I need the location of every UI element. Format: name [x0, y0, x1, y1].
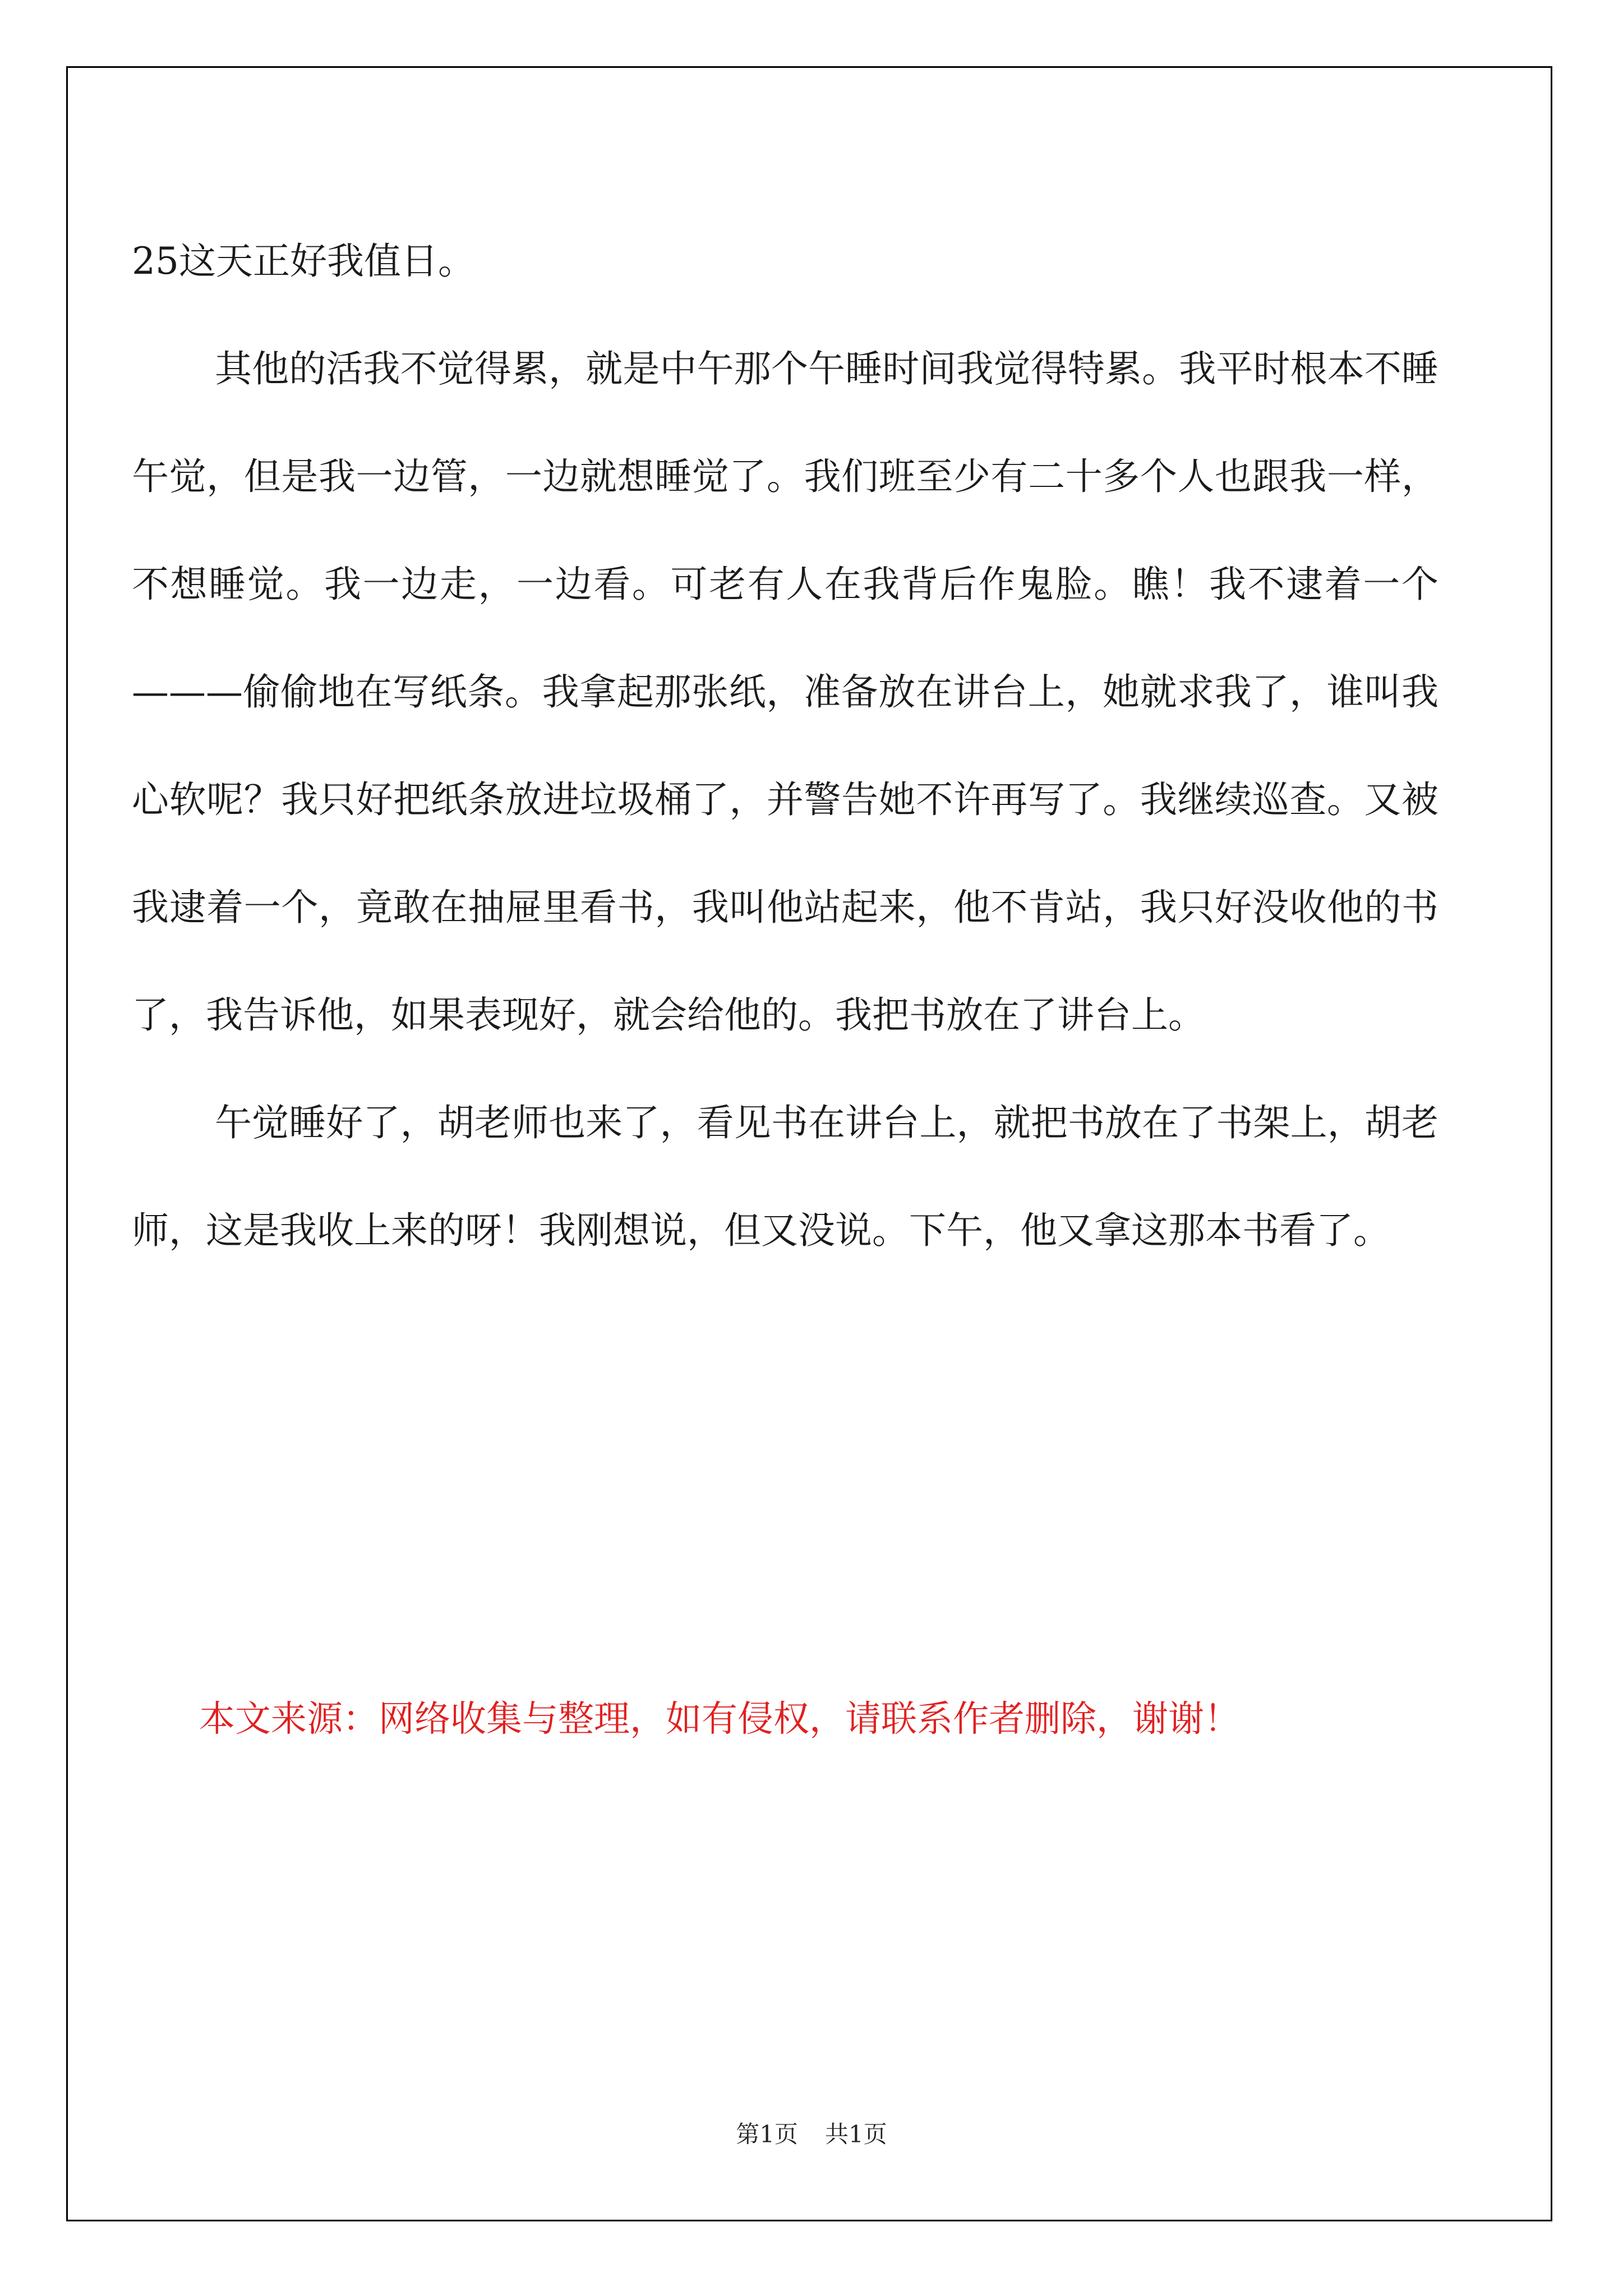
document-body: [132, 208, 1438, 1285]
paragraph-1: 25这天正好我值日。: [132, 240, 475, 283]
page-number-total: 共1页: [825, 2120, 887, 2148]
paragraph-2: 其他的活我不觉得累，就是中午那个午睡时间我觉得特累。我平时根本不睡午觉，但是我一边管，一边就想睡觉了。我们班至少有二十多个人也跟我一样，不想睡觉。我一边走，一边看。可老有人在我背后作鬼脸。瞧！我不逮着一个———偷偷地在写纸条。我拿起那张纸，准备放在讲台上，她就求我了，谁叫我心软呢？我只好把纸条放进垃圾桶了，并警告她不许再写了。我继续巡查。又被我逮着一个，竟敢在抽屉里看书，我叫他站起来，他不肯站，我只好没收他的书了，我告诉他，如果表现好，就会给他的。我把书放在了讲台上。: [132, 347, 1438, 1037]
page-number-current: 第1页: [736, 2120, 798, 2148]
paragraph-3: 午觉睡好了，胡老师也来了，看见书在讲台上，就把书放在了书架上，胡老师，这是我收上来的呀！我刚想说，但又没说。下午，他又拿这那本书看了。: [132, 1101, 1438, 1252]
source-note: 本文来源：网络收集与整理，如有侵权，请联系作者删除，谢谢！: [199, 1699, 1240, 1740]
page-footer: [0, 2118, 1623, 2151]
